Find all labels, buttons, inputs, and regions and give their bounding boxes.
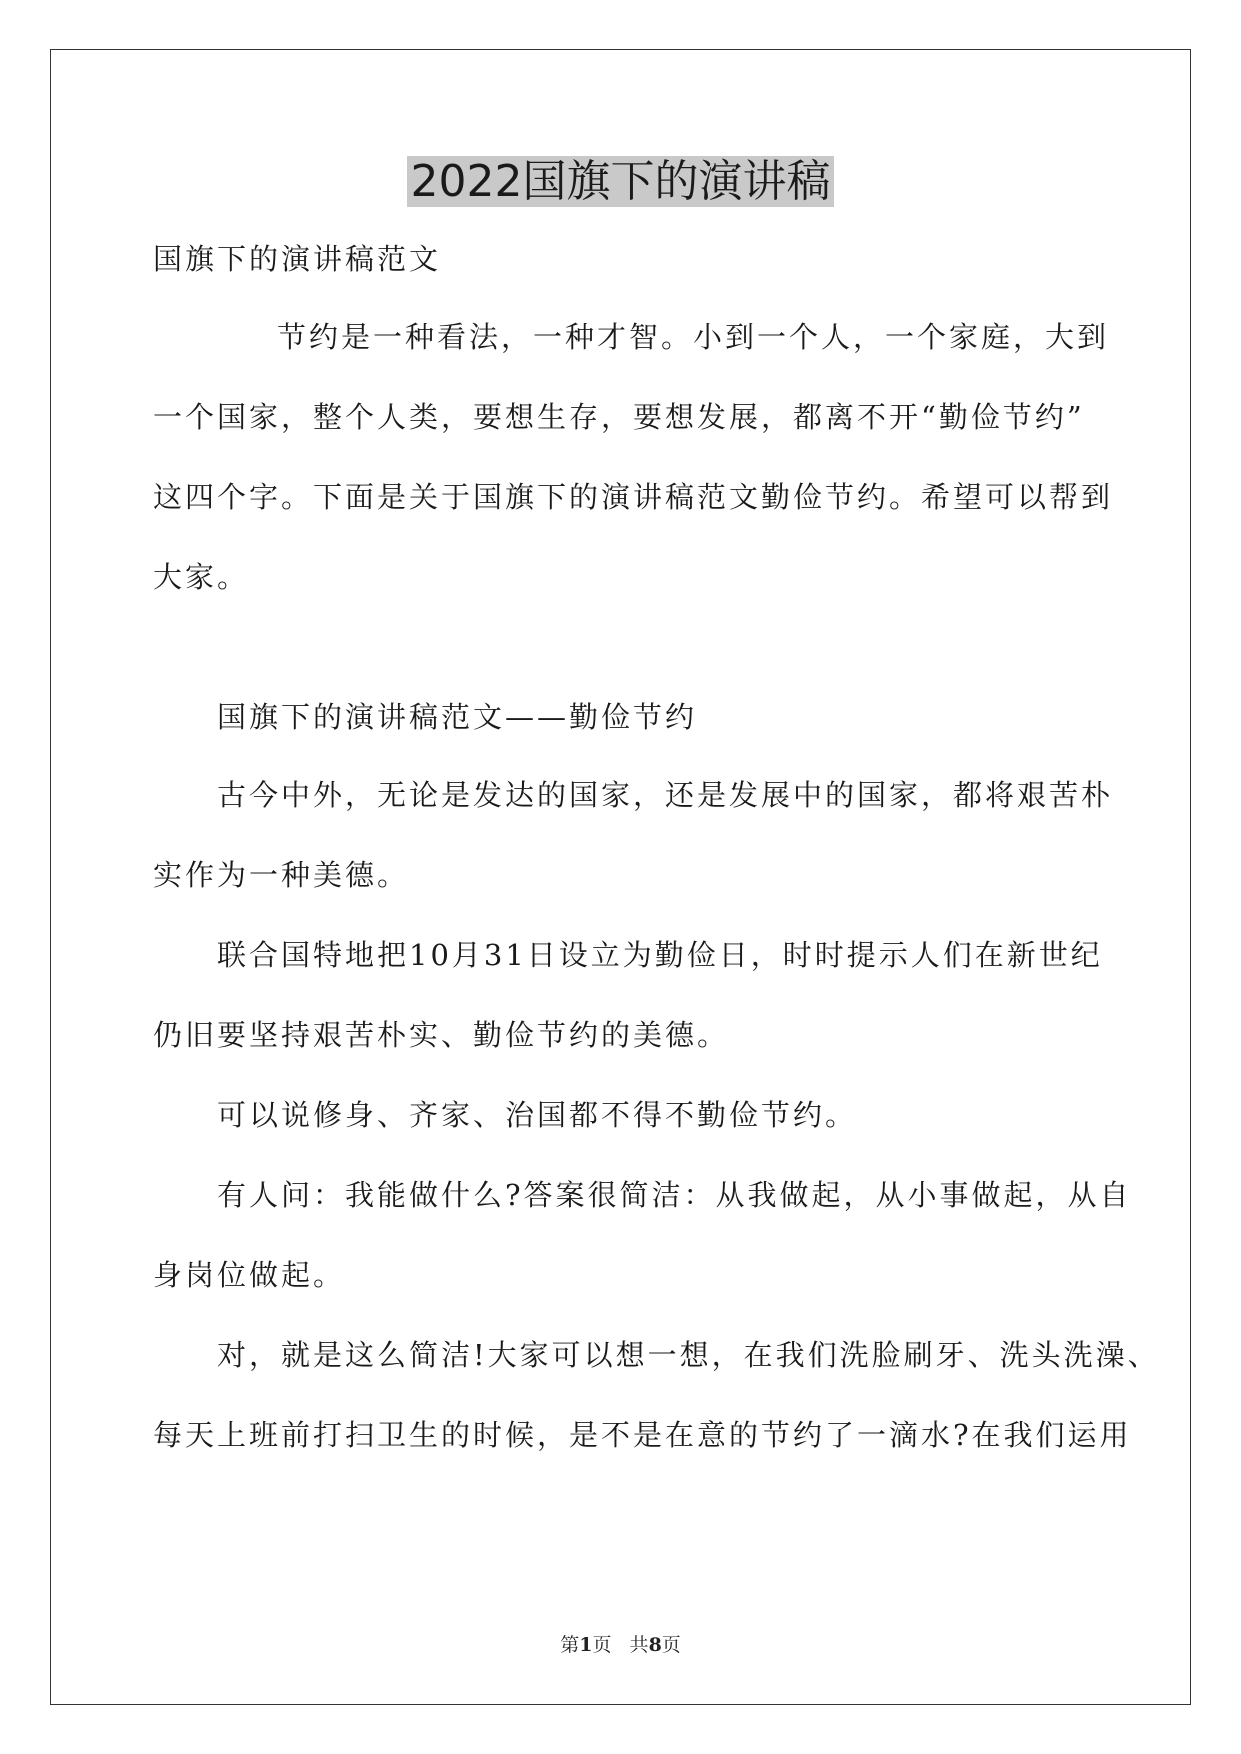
paragraph-heading: 国旗下的演讲稿范文——勤俭节约 bbox=[217, 700, 698, 734]
paragraph-body-5: 对，就是这么简洁!大家可以想一想，在我们洗脸刷牙、洗头洗澡、 每天上班前打扫卫生的时候，是不是在意的节约了一滴水?在我们运用 bbox=[153, 1338, 1160, 1452]
paragraph-body-3: 可以说修身、齐家、治国都不得不勤俭节约。 bbox=[217, 1098, 858, 1132]
page-footer: 第1页 共8页 bbox=[560, 1634, 681, 1656]
document-title: 2022国旗下的演讲稿 bbox=[0, 152, 1241, 212]
paragraph-subtitle: 国旗下的演讲稿范文 bbox=[153, 242, 442, 276]
page-total: 8 bbox=[648, 1634, 662, 1656]
paragraph-body-2: 联合国特地把10月31日设立为勤俭日，时时提示人们在新世纪 仍旧要坚持艰苦朴实、勤俭节约的美德。 bbox=[153, 938, 1103, 1052]
paragraph-body-1: 古今中外，无论是发达的国家，还是发展中的国家，都将艰苦朴 实作为一种美德。 bbox=[153, 778, 1114, 892]
paragraph-body-4: 有人问：我能做什么?答案很简洁：从我做起，从小事做起，从自 身岗位做起。 bbox=[153, 1178, 1132, 1292]
page-number: 1 bbox=[579, 1634, 593, 1656]
paragraph-intro: 节约是一种看法，一种才智。小到一个人，一个家庭，大到 一个国家，整个人类，要想生存，要想发展，都离不开“勤俭节约” 这四个字。下面是关于国旗下的演讲稿范文勤俭节约。希望可以帮到 大家。 bbox=[153, 320, 1114, 594]
